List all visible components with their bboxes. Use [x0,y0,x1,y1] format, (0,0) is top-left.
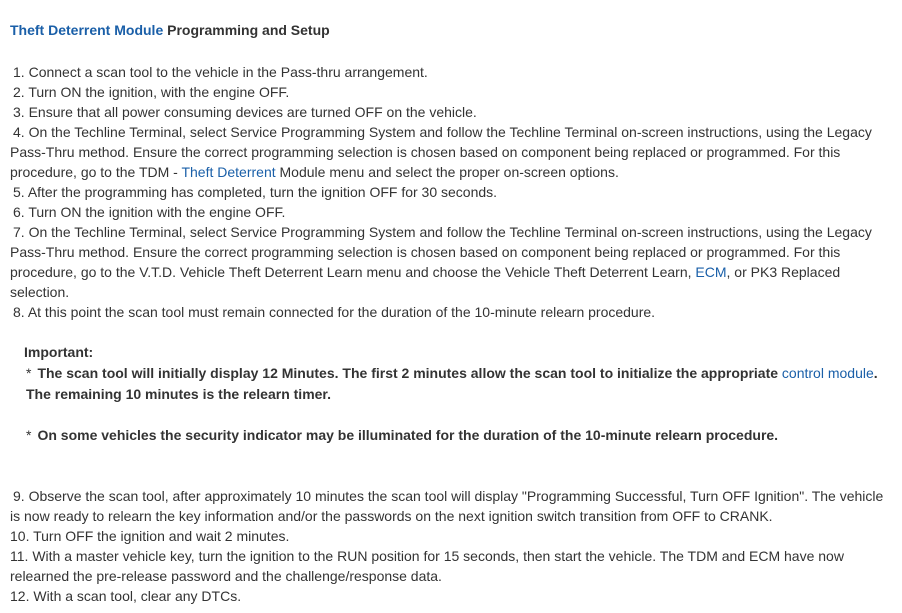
step-text: With a master vehicle key, turn the ignition to the RUN position for 15 seconds, then start the vehicle. The TDM and ECM have now relearned the pre-release password and the challenge/response data. [10,548,844,584]
bullet-text: . The remaining 10 minutes is the relearn timer. [26,365,878,402]
step-text: Turn ON the ignition with the engine OFF. [28,204,286,220]
step-10 [10,526,894,546]
bullet-text: On some vehicles the security indicator may be illuminated for the duration of the 10-minute relearn procedure. [37,427,779,443]
step-3 [10,102,894,122]
step-4 [10,122,894,182]
important-bullet-1 [12,363,894,405]
link-ecm[interactable]: ECM [695,264,727,280]
bullet-text: The scan tool will initially display 12 Minutes. The first 2 minutes allow the scan tool to initialize the appropriate [37,365,782,381]
bullet-star: * [26,365,32,381]
important-heading: Important: [24,344,94,360]
important-note [10,342,894,405]
step-text: On the Techline Terminal, select Service Programming System and follow the Techline Terminal on-screen instructions, using the Legacy Pass-Thru method. Ensure the correct programming selection is chosen based on component being replaced or programmed. For this procedure, go to the V.T.D. Vehicle Theft Deterrent Learn menu and choose the Vehicle Theft Deterrent Learn, [10,224,872,280]
step-number: 5. [13,184,25,200]
step-number: 9. [13,488,25,504]
page-title [10,22,330,38]
step-text: At this point the scan tool must remain connected for the duration of the 10-minute relearn procedure. [27,304,656,320]
step-2 [10,82,894,102]
step-number: 10. [10,528,30,544]
step-7 [10,222,894,302]
step-5 [10,182,894,202]
title-text: Programming and Setup [163,22,330,38]
step-6 [10,202,894,222]
link-theft-deterrent[interactable]: Theft Deterrent [181,164,276,180]
link-control-module[interactable]: control module [781,365,874,381]
step-text: With a scan tool, clear any DTCs. [33,588,242,604]
step-number: 8. [13,304,25,320]
step-number: 2. [13,84,25,100]
bullet-star: * [26,427,32,443]
step-number: 7. [13,224,25,240]
step-number: 4. [13,124,25,140]
step-text: Observe the scan tool, after approximately 10 minutes the scan tool will display "Programming Successful, Turn OFF Ignition". The vehicle is now ready to relearn the key information and/or the passwords on the next ignition switch transition from OFF to CRANK. [10,488,884,524]
step-number: 6. [13,204,25,220]
important-bullet-2-container [10,425,894,446]
title-link-theft-deterrent-module[interactable]: Theft Deterrent Module [10,22,164,38]
step-11 [10,546,894,586]
step-number: 12. [10,588,30,604]
step-number: 3. [13,104,25,120]
step-text: Turn ON the ignition, with the engine OFF. [28,84,290,100]
step-text: On the Techline Terminal, select Service Programming System and follow the Techline Terminal on-screen instructions, using the Legacy Pass-Thru method. Ensure the correct programming selection is chosen based on component being replaced or programmed. For this procedure, go to the TDM - [10,124,872,180]
step-text: Ensure that all power consuming devices are turned OFF on the vehicle. [28,104,477,120]
step-text: After the programming has completed, turn the ignition OFF for 30 seconds. [27,184,498,200]
step-8 [10,302,894,322]
important-bullet-2 [12,425,894,446]
step-1 [10,62,894,82]
step-12 [10,586,894,606]
step-text: , or PK3 Replaced selection. [10,264,841,300]
steps-list-9-to-12 [10,486,894,606]
steps-list-1-to-8 [10,62,894,322]
step-number: 1. [13,64,25,80]
step-number: 11. [10,548,29,564]
step-9 [10,486,894,526]
step-text: Module menu and select the proper on-screen options. [275,164,619,180]
step-text: Turn OFF the ignition and wait 2 minutes. [33,528,290,544]
step-text: Connect a scan tool to the vehicle in the Pass-thru arrangement. [28,64,428,80]
